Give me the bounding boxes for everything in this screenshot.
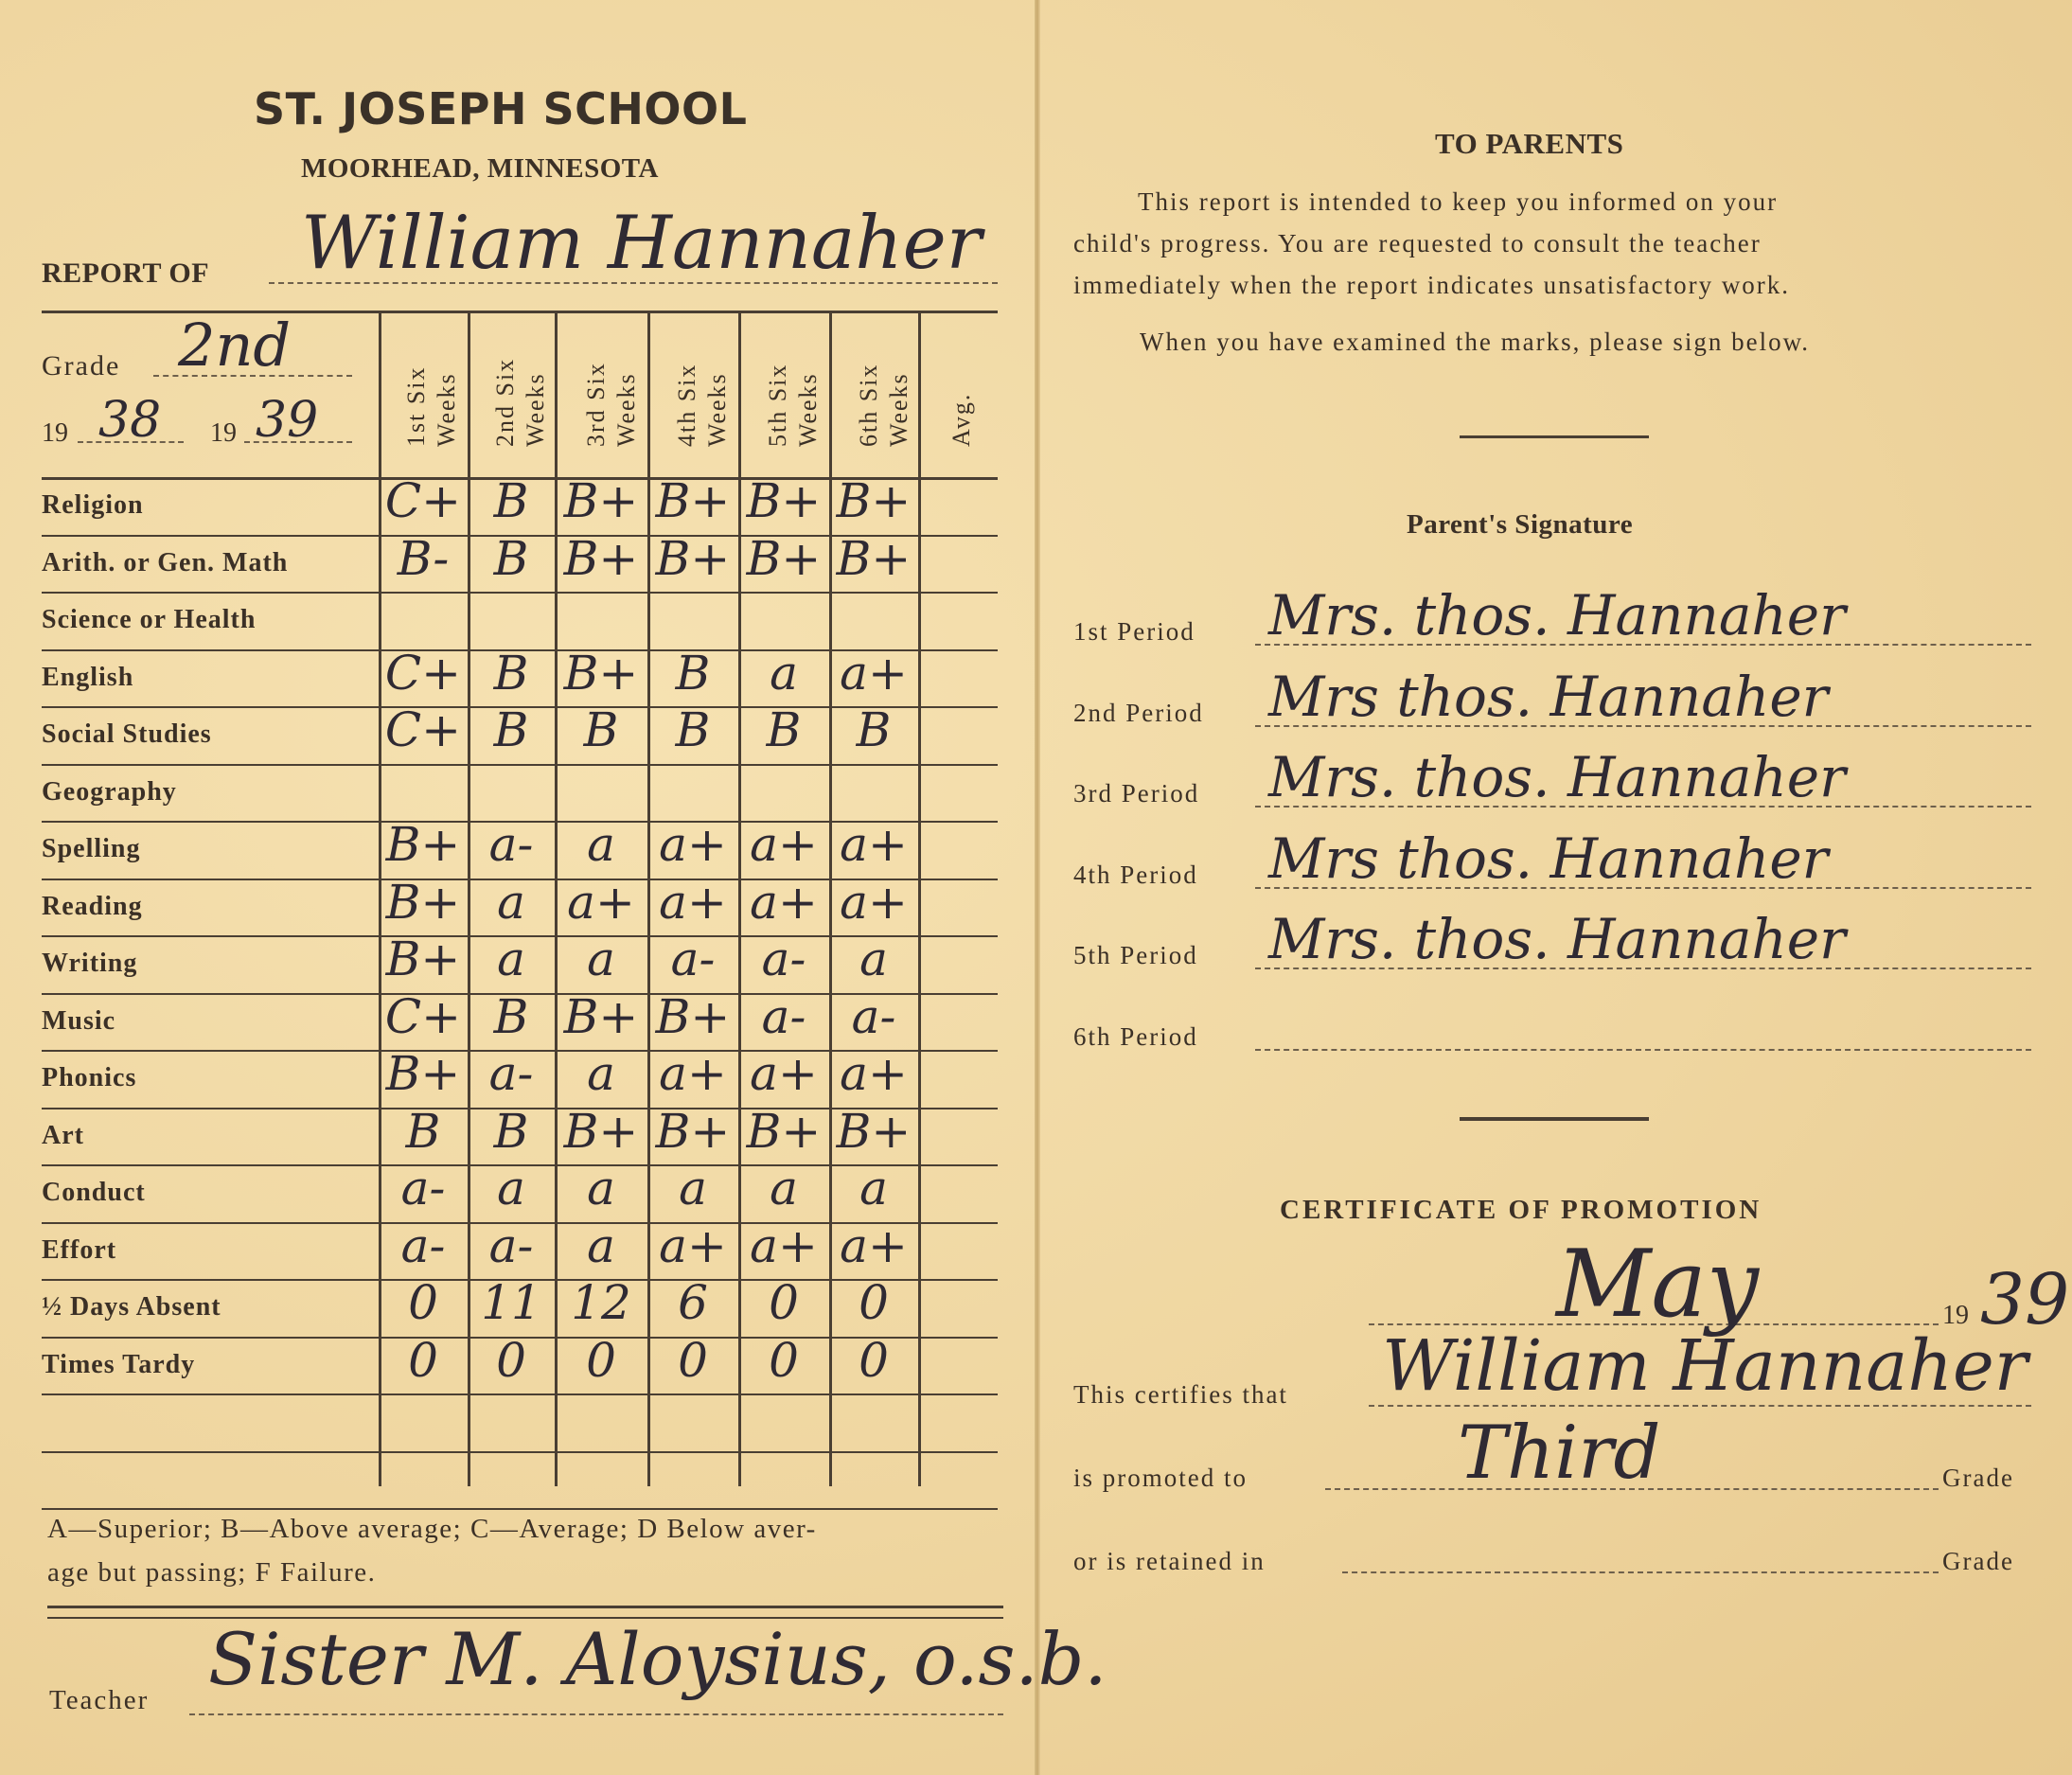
grade-mark: B xyxy=(405,1104,441,1159)
grade-mark: a xyxy=(859,932,888,986)
column-header xyxy=(947,393,977,447)
grade-mark: 11 xyxy=(481,1275,541,1330)
grade-mark: C+ xyxy=(384,702,462,757)
period-label: 4th Period xyxy=(1073,861,1198,889)
subject-label: English xyxy=(42,663,134,692)
grade-mark: B- xyxy=(397,531,450,586)
period-label: 5th Period xyxy=(1073,941,1198,969)
grade-mark: B+ xyxy=(655,989,731,1044)
column-header xyxy=(401,365,462,447)
row-line xyxy=(42,764,998,766)
subject-label: Social Studies xyxy=(42,719,212,749)
retained-label: or is retained in xyxy=(1073,1547,1266,1575)
grade-mark: B+ xyxy=(563,646,639,701)
promoted-grade-word: Grade xyxy=(1942,1464,2014,1492)
grade-mark: B xyxy=(493,473,529,528)
period-label: 6th Period xyxy=(1073,1022,1198,1051)
grade-mark: B xyxy=(493,989,529,1044)
column-header-line-1: Avg. xyxy=(947,392,975,447)
subject-label: Religion xyxy=(42,490,144,520)
grade-mark: 0 xyxy=(769,1333,799,1388)
subject-label: Times Tardy xyxy=(42,1350,196,1379)
grade-mark: a- xyxy=(488,1218,534,1273)
grade-mark: a- xyxy=(851,989,896,1044)
subject-label: Reading xyxy=(42,892,143,921)
grade-mark: a xyxy=(497,1161,525,1216)
subject-label: Spelling xyxy=(42,834,141,863)
certificate-year-prefix: 19 xyxy=(1942,1301,1969,1330)
grade-mark: a- xyxy=(670,932,716,986)
teacher-line xyxy=(189,1713,1003,1715)
column-header xyxy=(581,362,642,447)
parent-signature-title: Parent's Signature xyxy=(1407,509,1634,540)
to-parents-line-2: child's progress. You are requested to consult the teacher xyxy=(1073,229,1762,257)
grade-mark: B xyxy=(856,702,892,757)
grade-mark: a+ xyxy=(840,1218,908,1273)
teacher-label: Teacher xyxy=(49,1685,150,1715)
grade-mark: a- xyxy=(488,1046,534,1101)
to-parents-line-3: immediately when the report indicates unsatisfactory work. xyxy=(1073,271,1791,299)
to-parents-instruction: When you have examined the marks, please sign below. xyxy=(1140,328,1811,356)
grade-mark: B+ xyxy=(385,817,461,872)
grade-mark: B+ xyxy=(746,531,822,586)
grade-mark: a+ xyxy=(567,875,635,930)
column-header-line-1: 2nd Six xyxy=(491,357,519,447)
grade-mark: a xyxy=(770,1161,798,1216)
period-signature: Mrs. thos. Hannaher xyxy=(1268,583,1846,648)
subject-label: Effort xyxy=(42,1235,117,1265)
row-line xyxy=(42,1451,998,1453)
to-parents-title: TO PARENTS xyxy=(1435,127,1624,160)
column-header-line-1: 1st Six xyxy=(402,365,430,447)
grade-mark: a+ xyxy=(840,875,908,930)
year1-prefix: 19 xyxy=(42,418,68,448)
column-header-line-2: Weeks xyxy=(794,372,822,447)
year2-prefix: 19 xyxy=(210,418,237,448)
grade-mark: B+ xyxy=(746,1104,822,1159)
grid-column-line xyxy=(918,311,921,1486)
grade-mark: a xyxy=(770,646,798,701)
column-header-line-1: 3rd Six xyxy=(582,362,610,447)
report-of-label: REPORT OF xyxy=(42,257,210,289)
grade-mark: a xyxy=(587,1046,615,1101)
to-parents-line-1: This report is intended to keep you informed on your xyxy=(1138,187,1779,216)
certificate-month: May xyxy=(1556,1231,1760,1339)
grade-mark: B+ xyxy=(563,989,639,1044)
grade-mark: a xyxy=(859,1161,888,1216)
promoted-label: is promoted to xyxy=(1073,1464,1248,1492)
certificate-student: William Hannaher xyxy=(1382,1325,2028,1407)
grade-mark: 6 xyxy=(678,1275,708,1330)
grade-mark: 0 xyxy=(859,1275,889,1330)
year2-value: 39 xyxy=(256,392,319,449)
subject-label: Writing xyxy=(42,949,138,978)
grade-mark: a+ xyxy=(750,1218,818,1273)
column-header-line-1: 4th Six xyxy=(673,363,700,447)
legend-rule-1 xyxy=(47,1606,1003,1608)
grade-mark: 0 xyxy=(408,1333,438,1388)
column-header-line-2: Weeks xyxy=(885,372,912,447)
period-signature: Mrs thos. Hannaher xyxy=(1268,665,1829,729)
school-name: ST. JOSEPH SCHOOL xyxy=(254,83,748,134)
grade-mark: B+ xyxy=(563,473,639,528)
subject-label: ½ Days Absent xyxy=(42,1292,221,1322)
grade-mark: a+ xyxy=(659,1046,727,1101)
grade-mark: 0 xyxy=(859,1333,889,1388)
grade-mark: a+ xyxy=(840,817,908,872)
row-line xyxy=(42,1393,998,1395)
subject-label: Geography xyxy=(42,777,177,807)
grade-value: 2nd xyxy=(178,311,292,380)
column-header-line-1: 5th Six xyxy=(764,363,791,447)
grade-mark: B+ xyxy=(385,932,461,986)
grade-mark: a xyxy=(587,1161,615,1216)
school-location: MOORHEAD, MINNESOTA xyxy=(301,153,659,184)
year1-value: 38 xyxy=(98,392,162,449)
grade-mark: a xyxy=(587,817,615,872)
subject-label: Art xyxy=(42,1121,84,1150)
retained-grade-word: Grade xyxy=(1942,1547,2014,1575)
grade-mark: a+ xyxy=(659,875,727,930)
grade-label: Grade xyxy=(42,350,121,382)
grade-mark: B+ xyxy=(836,1104,912,1159)
grade-mark: 0 xyxy=(769,1275,799,1330)
grade-mark: B xyxy=(675,646,711,701)
column-header xyxy=(854,364,914,447)
grade-mark: a+ xyxy=(840,1046,908,1101)
column-header-line-2: Weeks xyxy=(433,372,460,447)
period-label: 2nd Period xyxy=(1073,699,1204,727)
period-signature-line xyxy=(1255,1049,2031,1051)
divider-2 xyxy=(1460,1117,1649,1121)
row-line xyxy=(42,592,998,594)
grade-mark: a xyxy=(497,932,525,986)
grade-mark: a xyxy=(497,875,525,930)
grade-mark: B+ xyxy=(563,1104,639,1159)
subject-label: Arith. or Gen. Math xyxy=(42,548,289,577)
grade-mark: B+ xyxy=(385,875,461,930)
grade-mark: B+ xyxy=(655,473,731,528)
student-name: William Hannaher xyxy=(301,201,983,286)
grade-mark: C+ xyxy=(384,646,462,701)
grade-mark: a+ xyxy=(840,646,908,701)
subject-label: Phonics xyxy=(42,1063,137,1092)
column-header-line-1: 6th Six xyxy=(855,363,882,447)
period-signature: Mrs thos. Hannaher xyxy=(1268,826,1829,891)
grade-mark: a- xyxy=(488,817,534,872)
grade-mark: a- xyxy=(400,1218,446,1273)
column-header xyxy=(672,364,733,447)
subject-label: Music xyxy=(42,1006,116,1036)
column-header-line-2: Weeks xyxy=(612,372,640,447)
period-signature: Mrs. thos. Hannaher xyxy=(1268,907,1846,971)
grade-mark: B xyxy=(766,702,802,757)
grade-mark: B+ xyxy=(563,531,639,586)
grade-mark: a xyxy=(587,932,615,986)
grade-mark: C+ xyxy=(384,989,462,1044)
grade-mark: B+ xyxy=(655,531,731,586)
column-header-line-2: Weeks xyxy=(703,372,731,447)
column-header xyxy=(763,364,823,447)
grade-mark: a- xyxy=(400,1161,446,1216)
column-header xyxy=(490,358,551,447)
grade-mark: 12 xyxy=(571,1275,631,1330)
grade-mark: a+ xyxy=(750,1046,818,1101)
column-header-line-2: Weeks xyxy=(522,372,549,447)
grade-mark: B xyxy=(493,1104,529,1159)
grade-mark: 0 xyxy=(586,1333,616,1388)
teacher-signature: Sister M. Aloysius, o.s.b. xyxy=(208,1617,1107,1701)
subject-label: Science or Health xyxy=(42,605,257,634)
grade-mark: B+ xyxy=(385,1046,461,1101)
grade-mark: B+ xyxy=(836,473,912,528)
grade-mark: a xyxy=(587,1218,615,1273)
subject-label: Conduct xyxy=(42,1178,146,1207)
grade-mark: 0 xyxy=(678,1333,708,1388)
grade-mark: B xyxy=(493,531,529,586)
grade-mark: B+ xyxy=(836,531,912,586)
grade-mark: B xyxy=(675,702,711,757)
grade-mark: 0 xyxy=(408,1275,438,1330)
grade-mark: a- xyxy=(761,932,806,986)
grade-mark: a- xyxy=(761,989,806,1044)
grade-mark: B+ xyxy=(746,473,822,528)
grade-mark: a+ xyxy=(659,817,727,872)
period-label: 1st Period xyxy=(1073,617,1195,646)
card-fold xyxy=(1035,0,1040,1775)
grade-mark: C+ xyxy=(384,473,462,528)
grade-mark: 0 xyxy=(496,1333,526,1388)
divider-1 xyxy=(1460,435,1649,438)
grade-mark: B xyxy=(583,702,619,757)
retained-line xyxy=(1342,1571,1939,1573)
certificate-year: 39 xyxy=(1980,1259,2070,1340)
promoted-value: Third xyxy=(1458,1411,1661,1496)
grade-mark: a+ xyxy=(750,817,818,872)
period-signature: Mrs. thos. Hannaher xyxy=(1268,745,1846,809)
grade-mark: a+ xyxy=(750,875,818,930)
grade-legend: A—Superior; B—Above average; C—Average; D Below aver- age but passing; F Failure. xyxy=(47,1514,817,1588)
grade-mark: B xyxy=(493,702,529,757)
grade-mark: a+ xyxy=(659,1218,727,1273)
period-label: 3rd Period xyxy=(1073,779,1200,808)
grade-mark: a xyxy=(679,1161,707,1216)
certificate-title: CERTIFICATE OF PROMOTION xyxy=(1280,1195,1762,1225)
grade-mark: B xyxy=(493,646,529,701)
certifies-label: This certifies that xyxy=(1073,1380,1288,1409)
grade-mark: B+ xyxy=(655,1104,731,1159)
